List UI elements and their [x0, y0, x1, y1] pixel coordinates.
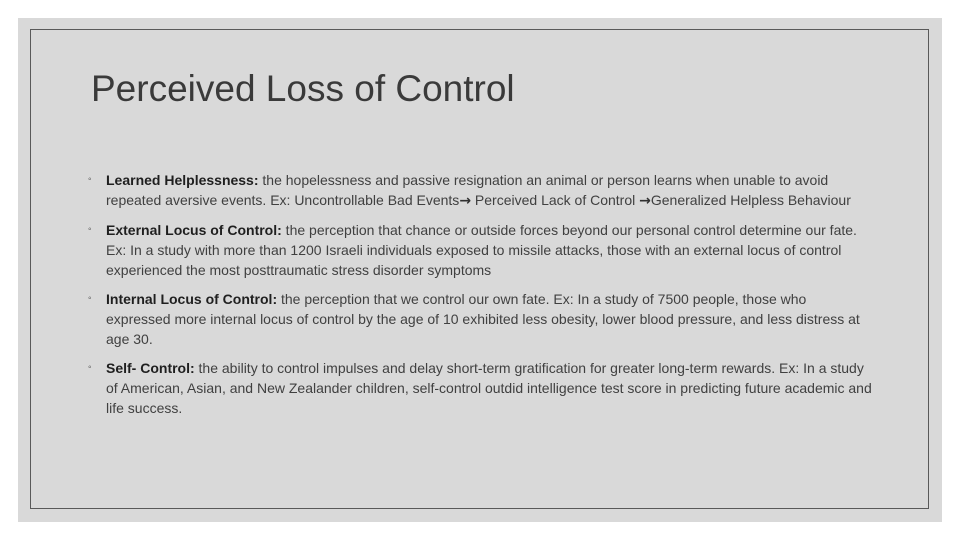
bullet-marker-icon: ◦ [88, 362, 92, 373]
slide-title: Perceived Loss of Control [91, 68, 515, 109]
bullet-term: External Locus of Control: [106, 222, 282, 238]
right-arrow-icon: → [639, 193, 651, 209]
bullet-term: Self- Control: [106, 360, 195, 376]
bullet-marker-icon: ◦ [88, 174, 92, 185]
bullet-list [88, 170, 872, 427]
bullet-marker-icon: ◦ [88, 224, 92, 235]
bullet-self-control [88, 358, 872, 418]
bullet-external-locus [88, 220, 872, 280]
bullet-text: the perception that chance or outside forces beyond our personal control determine our fate. Ex: In a study with more than 1200 Israeli individuals exposed to missile attacks, those with an external locus of control experienced the most posttraumatic stress disorder symptoms [106, 222, 857, 278]
bullet-term: Internal Locus of Control: [106, 291, 278, 307]
bullet-text: Generalized Helpless Behaviour [650, 192, 851, 208]
bullet-text: the perception that we control our own fate. Ex: In a study of 7500 people, those who expressed more internal locus of control by the age of 10 exhibited less obesity, lower blood pressure, and less distress at age 30. [106, 291, 860, 347]
bullet-term: Learned Helplessness: [106, 172, 259, 188]
bullet-learned-helplessness [88, 170, 872, 211]
bullet-internal-locus [88, 289, 872, 349]
bullet-text: the hopelessness and passive resignation an animal or person learns when unable to avoid repeated aversive events. Ex: Uncontrollable Bad Events [106, 172, 829, 208]
bullet-text: the ability to control impulses and delay short-term gratification for greater long-term rewards. Ex: In a study of American, Asian, and New Zealander children, self-control outdid intelligence test score in predicting future academic and life success. [106, 360, 872, 416]
bullet-marker-icon: ◦ [88, 293, 92, 304]
right-arrow-icon: → [459, 193, 472, 209]
bullet-text: Perceived Lack of Control [471, 192, 640, 208]
